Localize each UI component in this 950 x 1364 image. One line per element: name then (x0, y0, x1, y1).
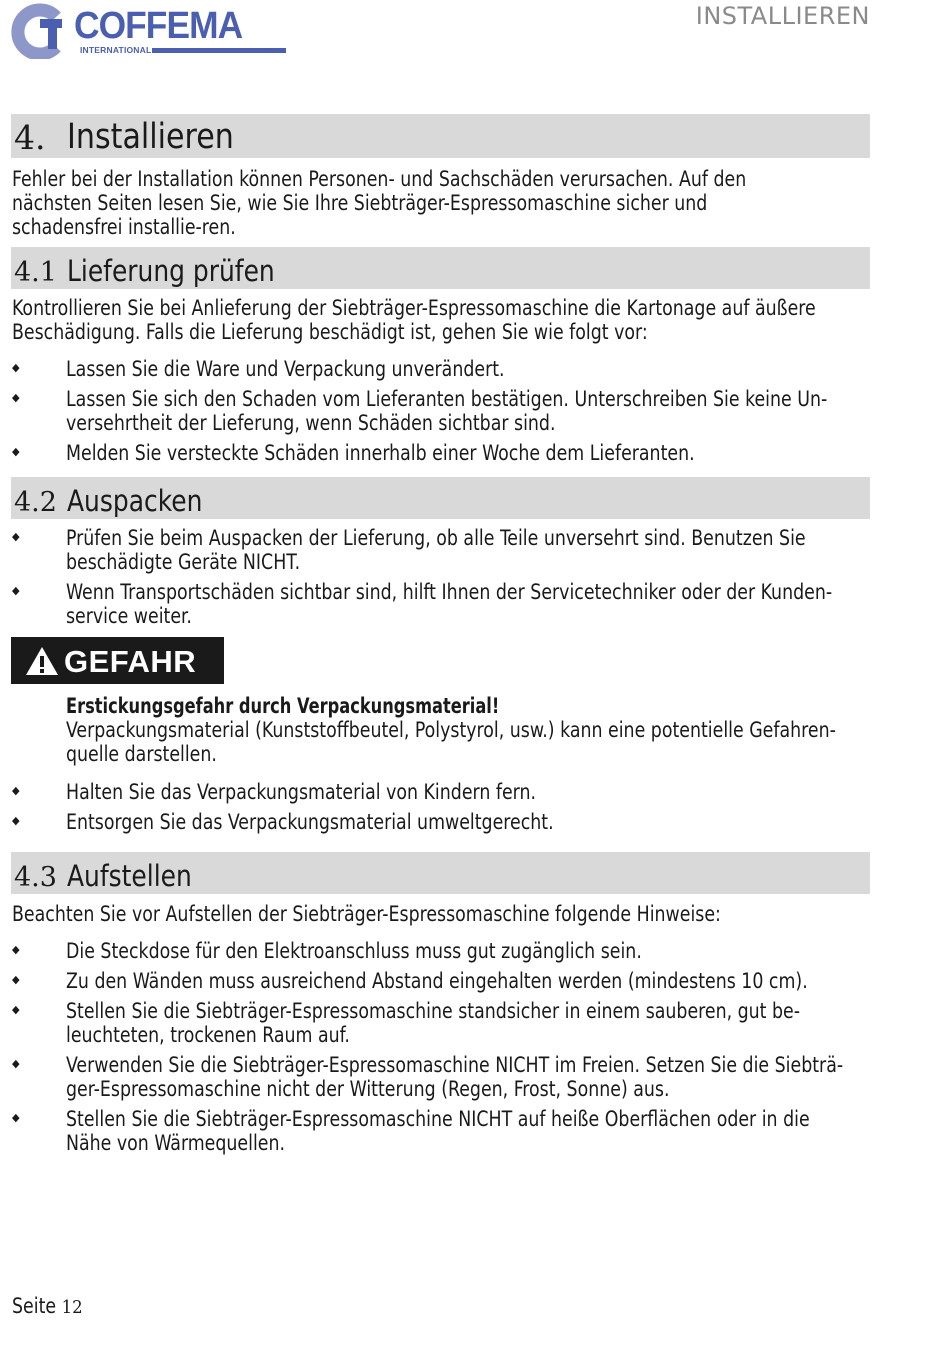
section-title: Aufstellen (67, 859, 192, 893)
section-title: Installieren (67, 117, 234, 157)
diamond-bullet-icon: ◆ (12, 530, 20, 543)
list-item-text: Verwenden Sie die Siebträger-Espressomaschine NICHT im Freien. Setzen Sie die Siebträ-ger-Espressomaschine nicht der Witterung (Regen, Frost, Sonne) aus. (66, 1053, 844, 1101)
list-item-text: Wenn Transportschäden sichtbar sind, hilft Ihnen der Servicetechniker oder der Kunden-service weiter. (66, 580, 833, 628)
list-item-text: Prüfen Sie beim Auspacken der Lieferung, ob alle Teile unversehrt sind. Benutzen Sie beschädigte Geräte NICHT. (66, 526, 806, 574)
danger-label: GEFAHR (64, 644, 197, 679)
company-logo (10, 3, 280, 59)
warning-title: Erstickungsgefahr durch Verpackungsmaterial! (66, 694, 500, 718)
warning-text: Verpackungsmaterial (Kunststoffbeutel, Polystyrol, usw.) kann eine potentielle Gefahren-quelle darstellen. (66, 718, 836, 766)
page-footer (12, 1294, 83, 1320)
list-item-text: Entsorgen Sie das Verpackungsmaterial umweltgerecht. (66, 810, 554, 834)
section-number: 4.3 (14, 862, 57, 893)
list-item-text: Stellen Sie die Siebträger-Espressomaschine NICHT auf heiße Oberflächen oder in die Nähe von Wärmequellen. (66, 1107, 810, 1155)
diamond-bullet-icon: ◆ (12, 943, 20, 956)
diamond-bullet-icon: ◆ (12, 584, 20, 597)
page-number: 12 (61, 1297, 83, 1318)
diamond-bullet-icon: ◆ (12, 973, 20, 986)
diamond-bullet-icon: ◆ (12, 1003, 20, 1016)
list-item-text: Die Steckdose für den Elektroanschluss muss gut zugänglich sein. (66, 939, 642, 963)
section-heading-4-1 (11, 247, 870, 289)
logo-mark-icon (10, 3, 70, 59)
list-item-text: Zu den Wänden muss ausreichend Abstand eingehalten werden (mindestens 10 cm). (66, 969, 808, 993)
list-item-text: Melden Sie versteckte Schäden innerhalb einer Woche dem Lieferanten. (66, 441, 695, 465)
diamond-bullet-icon: ◆ (12, 361, 20, 374)
page-label: Seite (12, 1294, 57, 1318)
list-item-text: Lassen Sie sich den Schaden vom Lieferanten bestätigen. Unterschreiben Sie keine Un-versehrtheit der Lieferung, wenn Schäden sichtbar sind. (66, 387, 828, 435)
running-head: INSTALLIEREN (695, 2, 870, 30)
section-heading-4-2 (11, 477, 870, 519)
logo-wordmark: COFFEMA (74, 5, 243, 47)
diamond-bullet-icon: ◆ (12, 1057, 20, 1070)
list-item-text: Halten Sie das Verpackungsmaterial von Kindern fern. (66, 780, 537, 804)
list-item-text: Stellen Sie die Siebträger-Espressomaschine standsicher in einem sauberen, gut be-leuchteten, trockenen Raum auf. (66, 999, 801, 1047)
section-title: Lieferung prüfen (67, 254, 275, 288)
section-4-1-intro: Kontrollieren Sie bei Anlieferung der Siebträger-Espressomaschine die Kartonage auf äußere Beschädigung. Falls die Lieferung beschädigt ist, gehen Sie wie folgt vor: (12, 296, 816, 344)
section-heading-4 (11, 114, 870, 158)
section-4-3-intro: Beachten Sie vor Aufstellen der Siebträger-Espressomaschine folgende Hinweise: (12, 902, 721, 926)
diamond-bullet-icon: ◆ (12, 445, 20, 458)
section-title: Auspacken (67, 484, 203, 518)
logo-subtext: INTERNATIONAL (80, 45, 152, 55)
section-number: 4.1 (14, 257, 57, 288)
list-item-text: Lassen Sie die Ware und Verpackung unverändert. (66, 357, 505, 381)
diamond-bullet-icon: ◆ (12, 1111, 20, 1124)
logo-underline (152, 48, 286, 53)
danger-label-box (11, 637, 224, 684)
section-number: 4. (14, 118, 46, 157)
diamond-bullet-icon: ◆ (12, 814, 20, 827)
section-4-intro: Fehler bei der Installation können Personen- und Sachschäden verursachen. Auf den nächsten Seiten lesen Sie, wie Sie Ihre Siebträger-Espressomaschine sicher und schadensfrei installie-ren. (12, 167, 747, 239)
diamond-bullet-icon: ◆ (12, 784, 20, 797)
section-heading-4-3 (11, 852, 870, 894)
warning-triangle-icon (25, 646, 59, 676)
diamond-bullet-icon: ◆ (12, 391, 20, 404)
section-number: 4.2 (14, 487, 57, 518)
